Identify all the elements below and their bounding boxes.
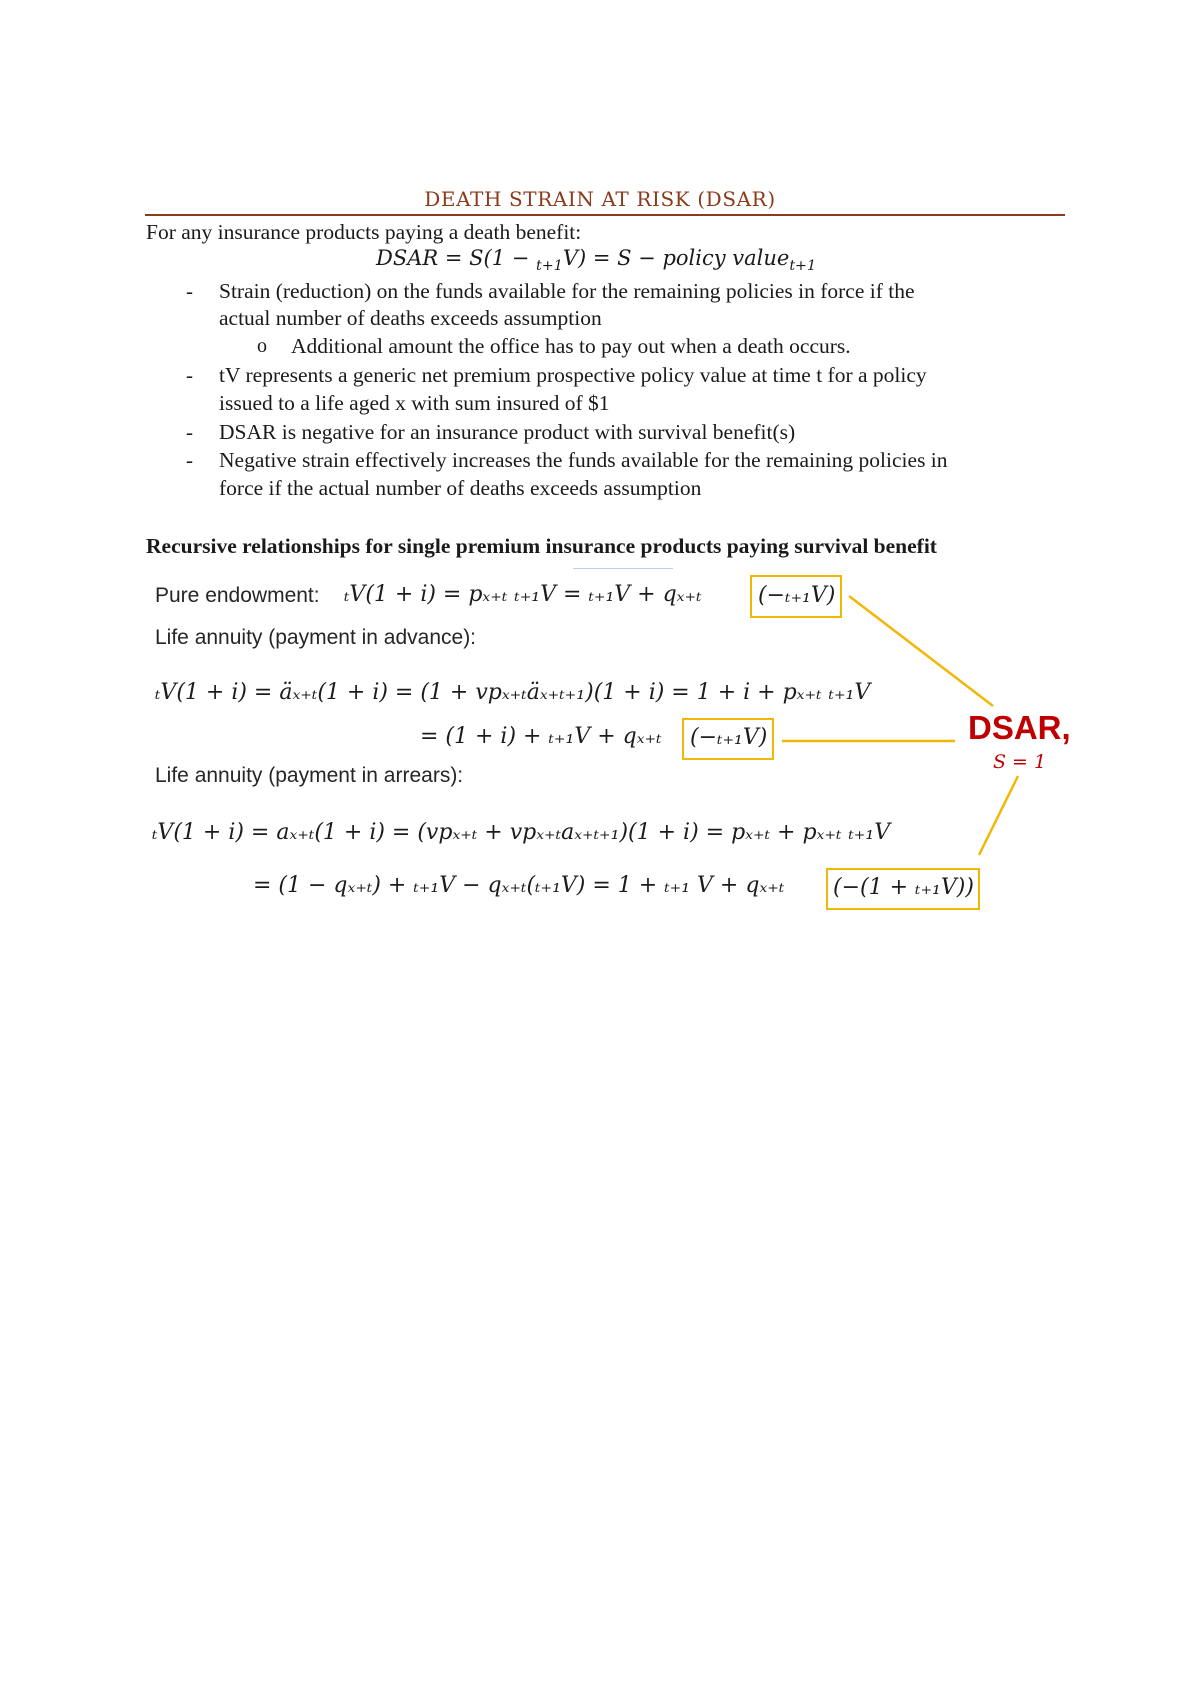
pure-endowment-label: Pure endowment: bbox=[155, 584, 320, 607]
bullet-marker: - bbox=[186, 448, 193, 472]
annuity-advance-boxed-term: (−ₜ₊₁V) bbox=[690, 725, 768, 750]
section-title: Recursive relationships for single premium insurance products paying survival benefit bbox=[146, 534, 937, 558]
annuity-advance-label: Life annuity (payment in advance): bbox=[155, 626, 477, 649]
connector-line-annuity-arrears bbox=[979, 776, 1018, 855]
dsar-formula-v-sub: t+1 bbox=[536, 257, 563, 274]
annuity-arrears-equation-2: = (1 − qₓ₊ₜ) + ₜ₊₁V − qₓ₊ₜ(ₜ₊₁V) = 1 + ₜ₊₁ V + qₓ₊ₜ bbox=[253, 873, 785, 898]
bullet-3-text: DSAR is negative for an insurance product with survival benefit(s) bbox=[219, 420, 796, 444]
dsar-formula-mid: V) = S − policy value bbox=[562, 246, 790, 270]
dsar-callout-label: DSAR, bbox=[968, 709, 1071, 746]
sub-bullet-marker: o bbox=[257, 335, 267, 357]
bullet-4-line-1: Negative strain effectively increases the funds available for the remaining policies in bbox=[219, 448, 948, 472]
page-heading: DEATH STRAIN AT RISK (DSAR) bbox=[424, 187, 776, 211]
annuity-advance-equation-2: = (1 + i) + ₜ₊₁V + qₓ₊ₜ bbox=[420, 724, 662, 749]
annuity-arrears-label: Life annuity (payment in arrears): bbox=[155, 764, 464, 787]
bullet-marker: - bbox=[186, 420, 193, 444]
bullet-marker: - bbox=[186, 363, 193, 387]
intro-text: For any insurance products paying a death benefit: bbox=[146, 220, 582, 244]
dsar-formula-value-sub: t+1 bbox=[789, 257, 817, 274]
bullet-2-line-2: issued to a life aged x with sum insured of $1 bbox=[219, 391, 610, 415]
pure-endowment-equation: ₜV(1 + i) = pₓ₊ₜ ₜ₊₁V = ₜ₊₁V + qₓ₊ₜ bbox=[344, 582, 702, 607]
sub-bullet-text: Additional amount the office has to pay out when a death occurs. bbox=[291, 334, 851, 358]
bullet-4-line-2: force if the actual number of deaths exceeds assumption bbox=[219, 476, 702, 500]
annuity-arrears-equation-1: ₜV(1 + i) = aₓ₊ₜ(1 + i) = (vpₓ₊ₜ + vpₓ₊ₜaₓ₊ₜ₊₁)(1 + i) = pₓ₊ₜ + pₓ₊ₜ ₜ₊₁V bbox=[152, 820, 891, 845]
bullet-1-line-2: actual number of deaths exceeds assumption bbox=[219, 306, 602, 330]
bullet-1-line-1: Strain (reduction) on the funds available for the remaining policies in force if the bbox=[219, 279, 915, 303]
dsar-formula-lhs: DSAR = S(1 − bbox=[376, 246, 537, 270]
dsar-callout-sublabel: S = 1 bbox=[993, 751, 1047, 773]
pure-endowment-boxed-term: (−ₜ₊₁V) bbox=[758, 583, 836, 608]
annuity-advance-equation-1: ₜV(1 + i) = äₓ₊ₜ(1 + i) = (1 + vpₓ₊ₜäₓ₊ₜ₊₁)(1 + i) = 1 + i + pₓ₊ₜ ₜ₊₁V bbox=[155, 680, 871, 705]
bullet-marker: - bbox=[186, 279, 193, 303]
bullet-2-line-1: tV represents a generic net premium prospective policy value at time t for a policy bbox=[219, 363, 927, 387]
annuity-arrears-boxed-term: (−(1 + ₜ₊₁V)) bbox=[833, 875, 974, 900]
connector-line-pure-endowment bbox=[849, 596, 993, 706]
